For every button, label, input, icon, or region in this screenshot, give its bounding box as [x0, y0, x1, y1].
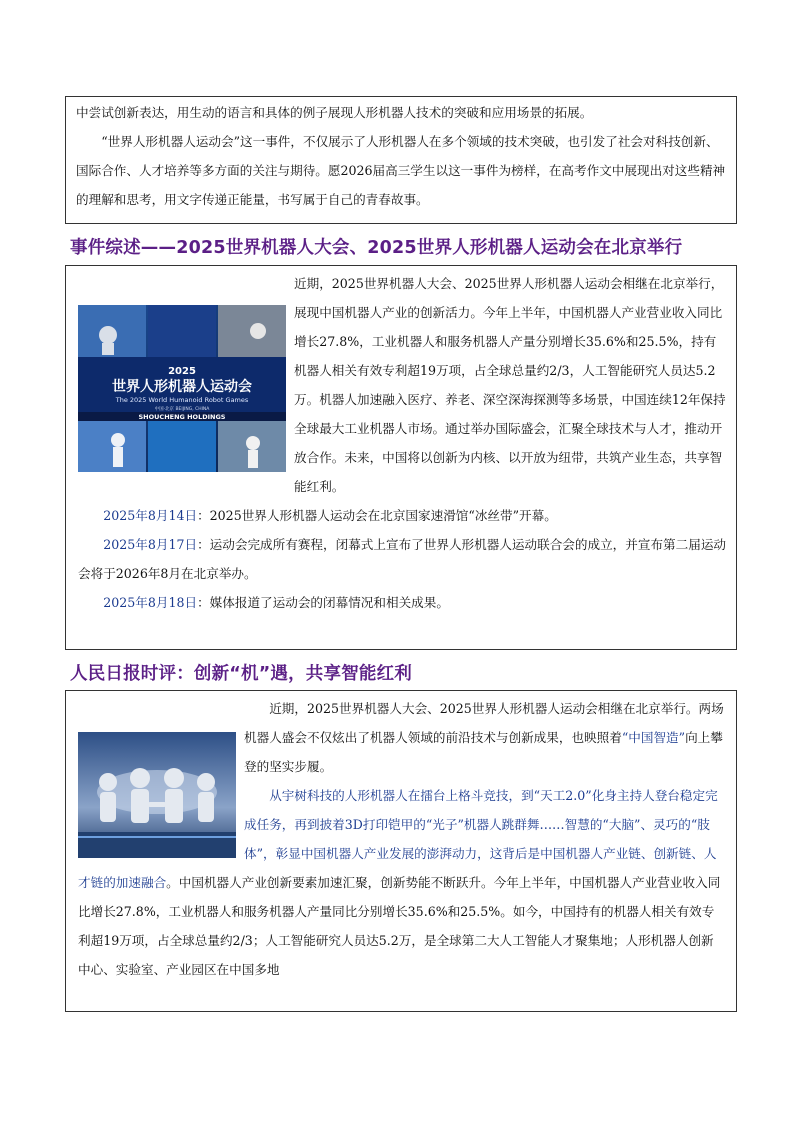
p1-part-a: 近期，2025世界机器人大会、2025世界人形机器人运动会相继在北京举行。两场机器人盛会不仅炫出了机器人领域的前沿技术与创新成果，也映照着	[244, 701, 724, 745]
timeline-date-3: 2025年8月18日	[103, 595, 198, 610]
robot-games-poster-image	[78, 305, 286, 472]
poster-graphic	[78, 305, 286, 472]
poster-sponsor: SHOUCHENG HOLDINGS	[138, 413, 226, 421]
section-heading-peoples-daily: 人民日报时评：创新“机”遇，共享智能红利	[70, 664, 413, 684]
robots-graphic	[78, 732, 236, 858]
continuation-line: 中尝试创新表达，用生动的语言和具体的例子展现人形机器人技术的突破和应用场景的拓展。	[76, 105, 593, 120]
humanoid-robots-handshake-image	[78, 732, 236, 858]
poster-title-en: The 2025 World Humanoid Robot Games	[115, 396, 249, 404]
timeline-date-1: 2025年8月14日	[103, 508, 198, 523]
made-in-china-highlight: “中国智造”	[621, 730, 686, 745]
timeline-text-2: ：运动会完成所有赛程，闭幕式上宣布了世界人形机器人运动联合会的成立，并宣布第二届运动会将于2026年8月在北京举办。	[78, 537, 726, 581]
event-significance-paragraph: “世界人形机器人运动会”这一事件，不仅展示了人形机器人在多个领域的技术突破，也引发了社会对科技创新、国际合作、人才培养等多方面的关注与期待。愿2026届高三学生以这一事件为榜样，在高考作文中展现出对这些精神的理解和思考，用文字传递正能量，书写属于自己的青春故事。	[76, 134, 726, 207]
timeline-item-1	[78, 501, 726, 530]
event-summary-box	[65, 265, 737, 650]
timeline-text-3: ：媒体报道了运动会的闭幕情况和相关成果。	[197, 595, 449, 610]
timeline-date-2: 2025年8月17日	[103, 537, 198, 552]
intro-continuation-box	[65, 96, 737, 224]
poster-title-cn: 世界人形机器人运动会	[112, 379, 252, 395]
timeline-item-2	[78, 530, 726, 588]
event-overview-paragraph: 近期，2025世界机器人大会、2025世界人形机器人运动会相继在北京举行，展现中国机器人产业的创新活力。今年上半年，中国机器人产业营业收入同比增长27.8%，工业机器人和服务机器人产量分别增长35.6%和25.5%，持有机器人相关有效专利超19万项，占全球总量约2/3，人工智能研究人员达5.2万。机器人加速融入医疗、养老、深空深海探测等多场景，中国连续12年保持全球最大工业机器人市场。通过举办国际盛会，汇聚全球技术与人才，推动开放合作。未来，中国将以创新为内核、以开放为纽带，共筑产业生态，共享智能红利。	[294, 276, 726, 494]
section-heading-event-summary: 事件综述——2025世界机器人大会、2025世界人形机器人运动会在北京举行	[70, 238, 683, 258]
p2-part-c: 。中国机器人产业创新要素加速汇聚，创新势能不断跃升。今年上半年，中国机器人产业营业收入同比增长27.8%，工业机器人和服务机器人产量同比分别增长35.6%和25.5%。如今，中国持有的机器人相关有效专利超19万项，占全球总量约2/3；人工智能研究人员达5.2万，是全球第二大人工智能人才聚集地；人形机器人创新中心、实验室、产业园区在中国多地	[78, 875, 721, 977]
p2-part-a: 从宇树科技的人形机器人在擂台上格斗竞技，到“天工2.0”化身主持人登台稳定完成任务，再到披着3D打印铠甲的“光子”机器人跳群舞……智慧的“大脑”、灵巧的“肢体”，彰显中国机器人产业发展的澎湃动力，这背后是	[244, 788, 718, 861]
timeline-text-1: ：2025世界人形机器人运动会在北京国家速滑馆“冰丝带”开幕。	[197, 508, 557, 523]
poster-location: 中国·北京 BEIJING, CHINA	[154, 407, 210, 412]
p1-part-c: 向上攀登的坚实步履。	[244, 730, 723, 774]
commentary-box	[65, 690, 737, 1012]
poster-year: 2025	[168, 366, 196, 377]
timeline-item-3	[78, 588, 726, 617]
chain-fusion-highlight: 中国机器人产业链、创新链、人才链的加速融合	[78, 846, 717, 890]
